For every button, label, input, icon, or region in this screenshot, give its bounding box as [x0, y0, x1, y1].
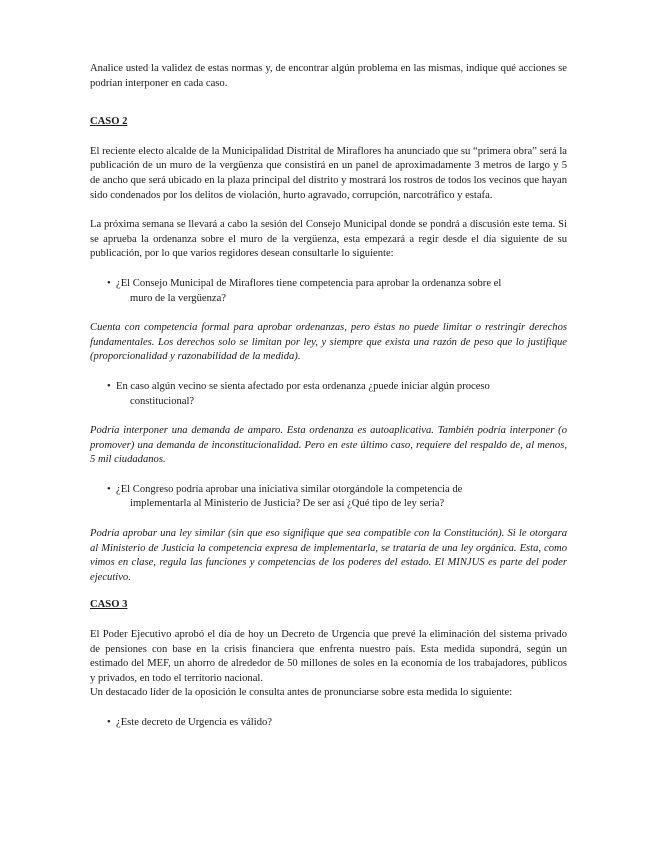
- case-2-paragraph-1: El reciente electo alcalde de la Municipalidad Distrital de Miraflores ha anunciado que su “primera obra” será la publicación de un muro de la vergüenza que consistirá en un panel de aproximadamente 3 metros de largo y 5 de ancho que será ubicado en la plaza principal del distrito y mostrará los rostros de todos los vecinos que hayan sido condenados por los delitos de violación, hurto agravado, corrupción, narcotráfico y estafa.: [90, 145, 567, 201]
- question-line: En caso algún vecino se sienta afectado por esta ordenanza ¿puede iniciar algún proceso: [116, 380, 490, 392]
- bullet-icon: •: [107, 483, 111, 495]
- question-line: implementarla al Ministerio de Justicia? De ser así ¿Qué tipo de ley sería?: [130, 498, 445, 510]
- case-2-answer-2: Podría interponer una demanda de amparo. Esta ordenanza es autoaplicativa. También podría interponer (o promover) una demanda de inconstitucionalidad. Pero en este último caso, requiere del respaldo de, al menos, 5 mil ciudadanos.: [90, 425, 567, 466]
- case-3-paragraph-1: El Poder Ejecutivo aprobó el día de hoy un Decreto de Urgencia que prevé la eliminación del sistema privado de pensiones con base en la crisis financiera que enfrenta nuestro país. Esta medida supondrá, según un estimado del MEF, un ahorro de alrededor de 50 millones de soles en la economía de los trabajadores, públicos y privados, en todo el territorio nacional.: [90, 629, 567, 684]
- intro-paragraph: Analice usted la validez de estas normas y, de encontrar algún problema en las mismas, indique qué acciones se podrían interponer en cada caso.: [90, 63, 567, 89]
- question-line: ¿El Congreso podría aprobar una iniciativa similar otorgándole la competencia de: [116, 483, 463, 495]
- case-2-question-3: [107, 483, 567, 512]
- case-3-paragraph-2: Un destacado líder de la oposición le consulta antes de pronunciarse sobre esta medida lo siguiente:: [90, 687, 513, 699]
- case-2-question-2: [107, 380, 567, 409]
- case-2-question-1: [107, 277, 567, 306]
- bullet-icon: •: [107, 717, 111, 728]
- case-3-question-1: [107, 716, 567, 731]
- document-page: [90, 62, 567, 746]
- question-line: constitucional?: [130, 395, 195, 407]
- case-2-answer-3: Podría aprobar una ley similar (sin que eso signifique que sea compatible con la Constitución). Si le otorgara al Ministerio de Justicia la competencia expresa de implementarla, se trataría de una ley orgánica. Esta, como vimos en clase, regula las funciones y competencias de los poderes del estado. El MINJUS es parte del poder ejecutivo.: [90, 528, 567, 583]
- question-line: muro de la vergüenza?: [130, 292, 226, 304]
- question-line: ¿El Consejo Municipal de Miraflores tiene competencia para aprobar la ordenanza sobre el: [116, 277, 502, 289]
- question-line: ¿Este decreto de Urgencia es válido?: [116, 717, 272, 728]
- case-2-title: CASO 2: [90, 116, 128, 128]
- case-3-title: CASO 3: [90, 599, 128, 611]
- case-2-answer-1: Cuenta con competencia formal para aprobar ordenanzas, pero éstas no puede limitar o restringir derechos fundamentales. Los derechos solo se limitan por ley, y siempre que exista una razón de peso que lo justifique (proporcionalidad y razonabilidad de la medida).: [90, 322, 567, 363]
- bullet-icon: •: [107, 277, 111, 289]
- case-2-paragraph-2: La próxima semana se llevará a cabo la sesión del Consejo Municipal donde se pondrá a discusión este tema. Si se aprueba la ordenanza sobre el muro de la vergüenza, esta empezará a regir desde el día siguiente de su publicación, por lo que varios regidores desean consultarle lo siguiente:: [90, 219, 567, 260]
- bullet-icon: •: [107, 380, 111, 392]
